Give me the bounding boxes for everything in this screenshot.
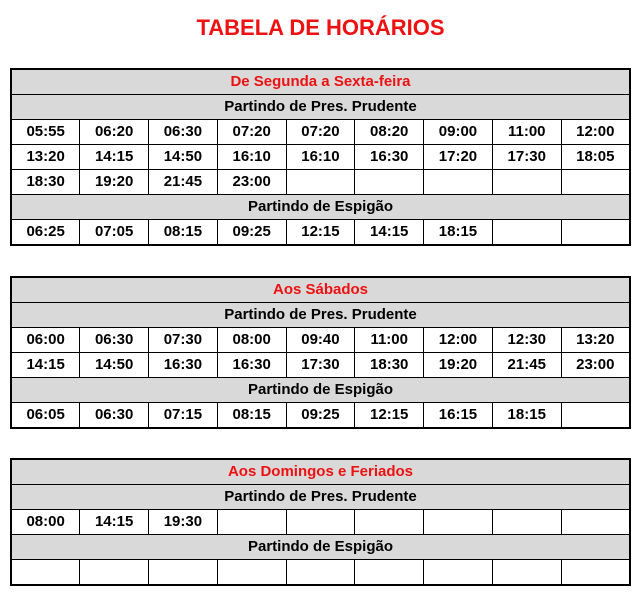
time-cell bbox=[286, 560, 355, 586]
time-cell: 08:15 bbox=[149, 220, 218, 246]
time-cell: 16:30 bbox=[355, 145, 424, 170]
time-cell: 23:00 bbox=[217, 170, 286, 195]
page-title: TABELA DE HORÁRIOS bbox=[196, 15, 445, 40]
origin-heading: Partindo de Espigão bbox=[11, 535, 630, 560]
time-cell: 08:00 bbox=[11, 510, 80, 535]
time-cell bbox=[217, 510, 286, 535]
time-cell bbox=[217, 560, 286, 586]
time-cell: 07:05 bbox=[80, 220, 149, 246]
time-cell: 09:00 bbox=[424, 120, 493, 145]
time-cell: 12:15 bbox=[286, 220, 355, 246]
time-cell: 13:20 bbox=[11, 145, 80, 170]
time-cell: 09:25 bbox=[286, 403, 355, 429]
table-row bbox=[11, 328, 630, 353]
time-cell: 18:05 bbox=[561, 145, 630, 170]
time-cell bbox=[11, 560, 80, 586]
origin-heading: Partindo de Espigão bbox=[11, 378, 630, 403]
time-cell: 19:20 bbox=[80, 170, 149, 195]
time-cell: 16:15 bbox=[424, 403, 493, 429]
time-cell: 17:20 bbox=[424, 145, 493, 170]
table-row bbox=[11, 170, 630, 195]
table-row bbox=[11, 510, 630, 535]
time-cell: 14:15 bbox=[80, 510, 149, 535]
table-row bbox=[11, 560, 630, 586]
time-cell: 18:15 bbox=[424, 220, 493, 246]
table-row bbox=[11, 220, 630, 246]
time-cell bbox=[492, 560, 561, 586]
time-cell: 12:00 bbox=[424, 328, 493, 353]
time-cell: 18:30 bbox=[355, 353, 424, 378]
time-cell: 19:20 bbox=[424, 353, 493, 378]
table-row bbox=[11, 403, 630, 429]
time-cell: 14:15 bbox=[11, 353, 80, 378]
time-cell bbox=[80, 560, 149, 586]
time-cell bbox=[424, 170, 493, 195]
table-row bbox=[11, 120, 630, 145]
time-cell: 14:15 bbox=[80, 145, 149, 170]
time-cell: 17:30 bbox=[492, 145, 561, 170]
time-cell: 12:30 bbox=[492, 328, 561, 353]
section-heading: Aos Domingos e Feriados bbox=[11, 459, 630, 485]
time-cell: 12:15 bbox=[355, 403, 424, 429]
table-row bbox=[11, 145, 630, 170]
time-cell: 08:15 bbox=[217, 403, 286, 429]
time-cell: 12:00 bbox=[561, 120, 630, 145]
time-cell bbox=[355, 560, 424, 586]
time-cell: 18:30 bbox=[11, 170, 80, 195]
time-cell bbox=[286, 170, 355, 195]
time-cell: 05:55 bbox=[11, 120, 80, 145]
time-cell: 09:40 bbox=[286, 328, 355, 353]
time-cell: 13:20 bbox=[561, 328, 630, 353]
time-cell bbox=[424, 510, 493, 535]
time-cell: 18:15 bbox=[492, 403, 561, 429]
origin-heading: Partindo de Pres. Prudente bbox=[11, 485, 630, 510]
time-cell: 06:30 bbox=[149, 120, 218, 145]
time-cell bbox=[561, 403, 630, 429]
table-row bbox=[11, 353, 630, 378]
time-cell: 06:25 bbox=[11, 220, 80, 246]
time-cell bbox=[492, 220, 561, 246]
schedule-table-saturdays bbox=[10, 276, 631, 429]
time-cell: 16:30 bbox=[149, 353, 218, 378]
time-cell: 08:00 bbox=[217, 328, 286, 353]
section-heading: De Segunda a Sexta-feira bbox=[11, 69, 630, 95]
time-cell: 06:05 bbox=[11, 403, 80, 429]
time-cell bbox=[492, 510, 561, 535]
time-cell bbox=[355, 170, 424, 195]
time-cell: 11:00 bbox=[492, 120, 561, 145]
time-cell: 17:30 bbox=[286, 353, 355, 378]
schedule-table-sundays-holidays bbox=[10, 458, 631, 586]
time-cell: 07:30 bbox=[149, 328, 218, 353]
time-cell bbox=[492, 170, 561, 195]
time-cell: 08:20 bbox=[355, 120, 424, 145]
time-cell bbox=[149, 560, 218, 586]
time-cell: 06:00 bbox=[11, 328, 80, 353]
time-cell: 14:15 bbox=[355, 220, 424, 246]
origin-heading: Partindo de Pres. Prudente bbox=[11, 303, 630, 328]
time-cell bbox=[424, 560, 493, 586]
time-cell: 09:25 bbox=[217, 220, 286, 246]
time-cell: 14:50 bbox=[80, 353, 149, 378]
time-cell: 07:20 bbox=[217, 120, 286, 145]
time-cell: 23:00 bbox=[561, 353, 630, 378]
time-cell: 16:10 bbox=[217, 145, 286, 170]
schedule-table-weekdays bbox=[10, 68, 631, 246]
time-cell: 07:20 bbox=[286, 120, 355, 145]
time-cell: 11:00 bbox=[355, 328, 424, 353]
time-cell bbox=[286, 510, 355, 535]
time-cell bbox=[561, 560, 630, 586]
time-cell bbox=[561, 510, 630, 535]
time-cell: 21:45 bbox=[149, 170, 218, 195]
origin-heading: Partindo de Espigão bbox=[11, 195, 630, 220]
time-cell: 21:45 bbox=[492, 353, 561, 378]
time-cell: 14:50 bbox=[149, 145, 218, 170]
time-cell: 06:30 bbox=[80, 328, 149, 353]
time-cell bbox=[561, 170, 630, 195]
time-cell: 06:20 bbox=[80, 120, 149, 145]
time-cell bbox=[561, 220, 630, 246]
time-cell: 19:30 bbox=[149, 510, 218, 535]
section-heading: Aos Sábados bbox=[11, 277, 630, 303]
time-cell: 16:10 bbox=[286, 145, 355, 170]
time-cell: 06:30 bbox=[80, 403, 149, 429]
time-cell: 16:30 bbox=[217, 353, 286, 378]
origin-heading: Partindo de Pres. Prudente bbox=[11, 95, 630, 120]
time-cell bbox=[355, 510, 424, 535]
time-cell: 07:15 bbox=[149, 403, 218, 429]
